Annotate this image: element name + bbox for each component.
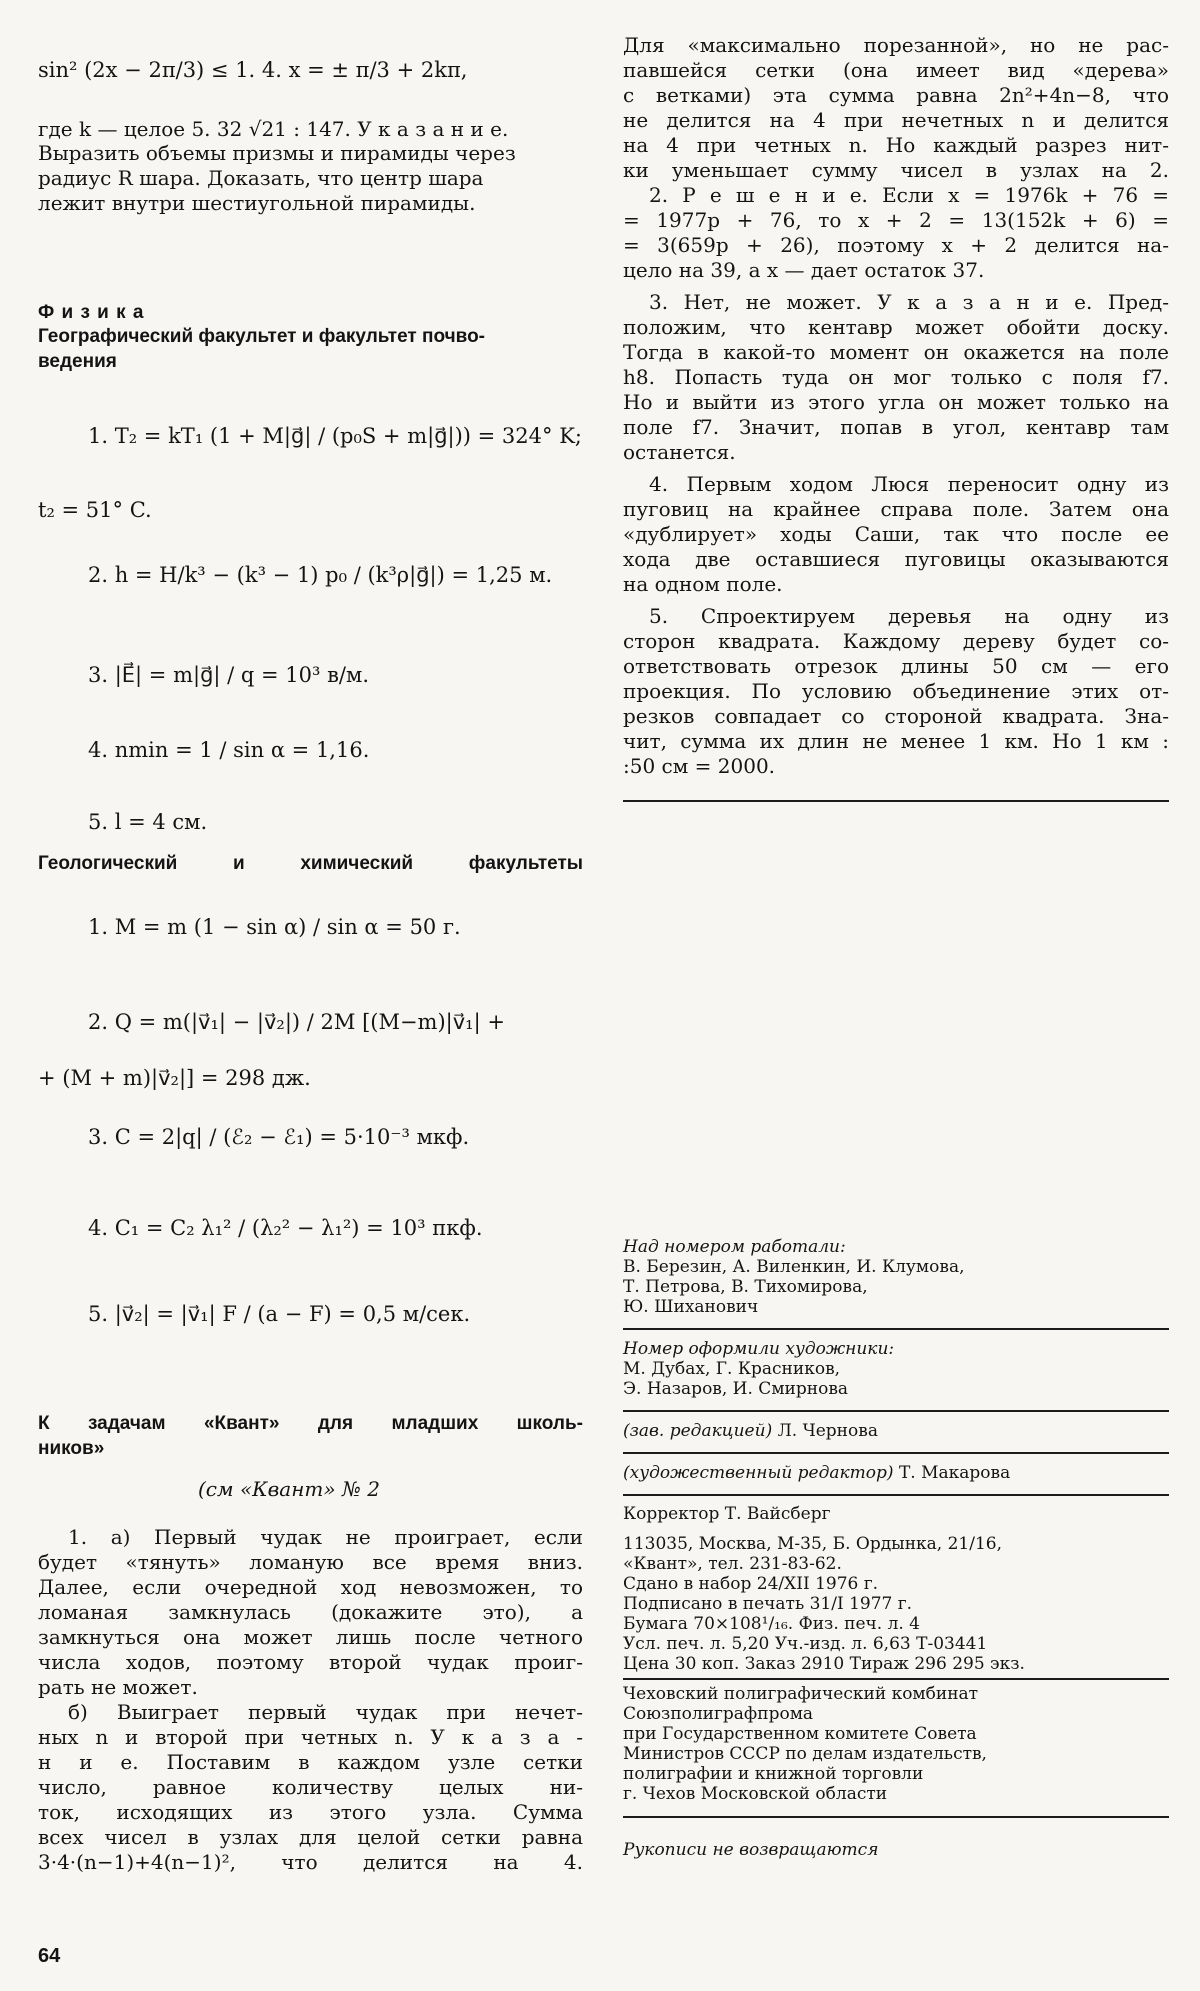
geography-heading-cont: ведения (38, 351, 117, 372)
paragraph-line: 3. Нет, не может. У к а з а н и е. Пред- (649, 290, 1169, 314)
paragraph-line: рать не может. (38, 1675, 198, 1699)
paragraph-line: б) Выиграет первый чудак при нечет- (68, 1700, 583, 1724)
math-answer-line: sin² (2x − 2π/3) ≤ 1. 4. x = ± π/3 + 2kπ, (38, 58, 468, 82)
paragraph-line: 3·4·(n−1)+4(n−1)², что делится на 4. (38, 1850, 583, 1874)
divider (623, 1452, 1169, 1454)
page-number: 64 (38, 1945, 61, 1967)
artists-label: Номер оформили художники: (623, 1339, 895, 1359)
printer-line: г. Чехов Московской области (623, 1784, 888, 1804)
paragraph-line: ответствовать отрезок длины 50 см — его (623, 654, 1169, 678)
art-editor-name: Т. Макарова (898, 1463, 1011, 1483)
paragraph-line: ных n и второй при четных n. У к а з а - (38, 1725, 583, 1749)
paragraph-line: на одном поле. (623, 572, 783, 596)
physics-formula-2: 2. h = H/k³ − (k³ − 1) p₀ / (k³ρ|g⃗|) = 1,25 м. (88, 563, 553, 587)
chemistry-formula-5: 5. |v⃗₂| = |v⃗₁| F / (a − F) = 0,5 м/сек. (88, 1302, 471, 1326)
imprint-line: Усл. печ. л. 5,20 Уч.-изд. л. 6,63 Т-03441 (623, 1634, 988, 1654)
math-answer-line: где k — целое 5. 32 √21 : 147. У к а з а н и е. (38, 117, 509, 141)
printer-line: Союзполиграфпрома (623, 1704, 814, 1724)
paragraph-line: резков совпадает со стороной квадрата. Зна- (623, 704, 1169, 728)
paragraph-line: чит, сумма их длин не менее 1 км. Но 1 км : (623, 729, 1169, 753)
divider (623, 1816, 1169, 1818)
physics-title: Ф и з и к а (38, 302, 145, 323)
paragraph-line: на 4 при четных n. Но каждый разрез нит- (623, 133, 1169, 157)
kvant-heading-cont: ников» (38, 1438, 105, 1459)
paragraph-line: будет «тянуть» ломаную все время вниз. (38, 1550, 583, 1574)
paragraph-line: сторон квадрата. Каждому дереву будет со- (623, 629, 1169, 653)
paragraph-line: ломаная замкнулась (докажите это), а (38, 1600, 583, 1624)
paragraph-line: = 1977p + 76, то x + 2 = 13(152k + 6) = (623, 208, 1169, 232)
artists-names: Э. Назаров, И. Смирнова (623, 1379, 849, 1399)
paragraph-line: Для «максимально порезанной», но не рас- (623, 33, 1169, 57)
paragraph-line: всех чисел в узлах для целой сетки равна (38, 1825, 583, 1849)
chemistry-heading: Геологический и химический факультеты (38, 853, 583, 874)
corrector: Корректор Т. Вайсберг (623, 1504, 831, 1524)
printer-line: полиграфии и книжной торговли (623, 1764, 924, 1784)
paragraph-line: замкнуться она может лишь после четного (38, 1625, 583, 1649)
paragraph-line: не делится на 4 при нечетных n и делится (623, 108, 1169, 132)
paragraph-line: останется. (623, 440, 736, 464)
chemistry-formula-1: 1. M = m (1 − sin α) / sin α = 50 г. (88, 915, 461, 939)
printer-line: Чеховский полиграфический комбинат (623, 1684, 979, 1704)
imprint-line: Цена 30 коп. Заказ 2910 Тираж 296 295 экз. (623, 1654, 1025, 1674)
math-answer-line: Выразить объемы призмы и пирамиды через (38, 141, 516, 165)
paragraph-line: хода две оставшиеся пуговицы оказываются (623, 547, 1169, 571)
imprint-line: «Квант», тел. 231-83-62. (623, 1554, 842, 1574)
credits-names: Ю. Шиханович (623, 1297, 759, 1317)
math-answer-line: лежит внутри шестиугольной пирамиды. (38, 191, 476, 215)
divider (623, 1678, 1169, 1680)
paragraph-line: Тогда в какой-то момент он окажется на поле (623, 340, 1169, 364)
paragraph-line: поле f7. Значит, попав в угол, кентавр там (623, 415, 1169, 439)
paragraph-line: пуговиц на крайнее справа поле. Затем она (623, 497, 1169, 521)
printer-line: Министров СССР по делам издательств, (623, 1744, 987, 1764)
paragraph-line: h8. Попасть туда он мог только с поля f7. (623, 365, 1169, 389)
credits-label: Над номером работали: (623, 1237, 846, 1257)
paragraph-line: 4. Первым ходом Люся переносит одну из (649, 472, 1169, 496)
divider (623, 800, 1169, 802)
paragraph-line: :50 см = 2000. (623, 754, 776, 778)
art-editor-label: (художественный редактор) (623, 1463, 894, 1483)
artists-names: М. Дубах, Г. Красников, (623, 1359, 841, 1379)
credits-names: Т. Петрова, В. Тихомирова, (623, 1277, 868, 1297)
credits-names: В. Березин, А. Виленкин, И. Клумова, (623, 1257, 965, 1277)
art-editor-line (623, 1463, 1169, 1483)
physics-formula-5: 5. l = 4 см. (88, 810, 208, 834)
chemistry-formula-2: 2. Q = m(|v⃗₁| − |v⃗₂|) / 2M [(M−m)|v⃗₁| + (88, 1010, 505, 1034)
imprint-line: Подписано в печать 31/I 1977 г. (623, 1594, 913, 1614)
geography-heading: Географический факультет и факультет почво- (38, 326, 486, 347)
paragraph-line: число, равное количеству целых ни- (38, 1775, 583, 1799)
physics-formula-1-result: t₂ = 51° C. (38, 498, 152, 522)
math-answer-line: радиус R шара. Доказать, что центр шара (38, 166, 484, 190)
divider (623, 1494, 1169, 1496)
chemistry-formula-3: 3. C = 2|q| / (ℰ₂ − ℰ₁) = 5·10⁻³ мкф. (88, 1125, 470, 1149)
paragraph-line: «дублирует» ходы Саши, так что после ее (623, 522, 1169, 546)
chemistry-formula-2-cont: + (M + m)|v⃗₂|] = 298 дж. (38, 1066, 311, 1090)
manuscripts-note: Рукописи не возвращаются (623, 1840, 879, 1860)
imprint-line: Сдано в набор 24/XII 1976 г. (623, 1574, 879, 1594)
paragraph-line: павшейся сетки (она имеет вид «дерева» (623, 58, 1169, 82)
paragraph-line: Но и выйти из этого угла он может только на (623, 390, 1169, 414)
kvant-heading: К задачам «Квант» для младших школь- (38, 1413, 583, 1434)
editor-line (623, 1421, 1169, 1441)
paragraph-line: 2. Р е ш е н и е. Если x = 1976k + 76 = (649, 183, 1169, 207)
paragraph-line: ки уменьшает сумму чисел в узлах на 2. (623, 158, 1169, 182)
physics-formula-4: 4. nmin = 1 / sin α = 1,16. (88, 738, 370, 762)
imprint-line: Бумага 70×108¹/₁₆. Физ. печ. л. 4 (623, 1614, 920, 1634)
editor-name: Л. Чернова (777, 1421, 878, 1441)
paragraph-line: числа ходов, поэтому второй чудак проиг- (38, 1650, 583, 1674)
editor-label: (зав. редакцией) (623, 1421, 773, 1441)
paragraph-line: проекция. По условию объединение этих от- (623, 679, 1169, 703)
chemistry-formula-4: 4. C₁ = C₂ λ₁² / (λ₂² − λ₁²) = 10³ пкф. (88, 1216, 483, 1240)
paragraph-line: ток, исходящих из этого узла. Сумма (38, 1800, 583, 1824)
paragraph-line: с ветками) эта сумма равна 2n²+4n−8, что (623, 83, 1169, 107)
paragraph-line: 1. а) Первый чудак не проиграет, если (68, 1525, 583, 1549)
divider (623, 1328, 1169, 1330)
paragraph-line: цело на 39, а x — дает остаток 37. (623, 258, 985, 282)
divider (623, 1410, 1169, 1412)
physics-formula-3: 3. |E⃗| = m|g⃗| / q = 10³ в/м. (88, 663, 370, 687)
printer-line: при Государственном комитете Совета (623, 1724, 977, 1744)
paragraph-line: положим, что кентавр может обойти доску. (623, 315, 1169, 339)
paragraph-line: н и е. Поставим в каждом узле сетки (38, 1750, 583, 1774)
kvant-subheading: (см «Квант» № 2 (198, 1477, 380, 1501)
paragraph-line: Далее, если очередной ход невозможен, то (38, 1575, 583, 1599)
physics-formula-1: 1. T₂ = kT₁ (1 + M|g⃗| / (p₀S + m|g⃗|)) = 324° K; (88, 424, 582, 448)
imprint-line: 113035, Москва, М-35, Б. Ордынка, 21/16, (623, 1534, 1003, 1554)
paragraph-line: 5. Спроектируем деревья на одну из (649, 604, 1169, 628)
paragraph-line: = 3(659p + 26), поэтому x + 2 делится на- (623, 233, 1169, 257)
